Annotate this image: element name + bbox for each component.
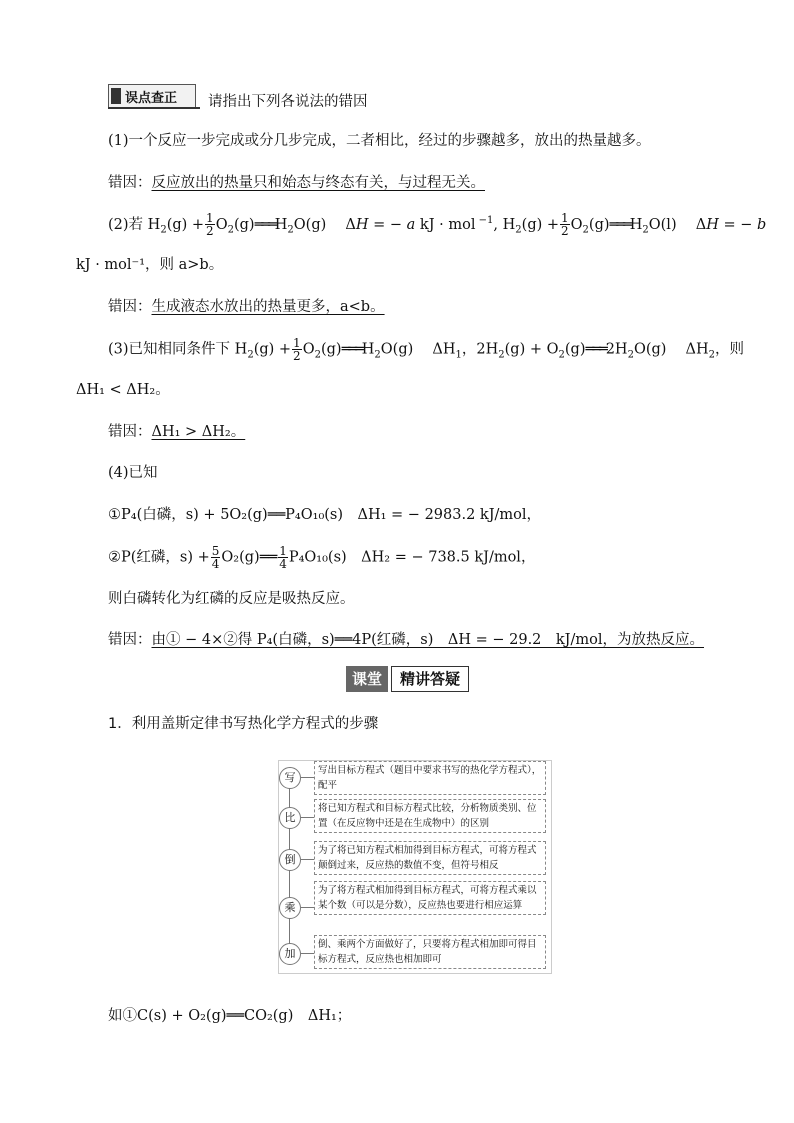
error-1 [108,173,485,193]
badge-square-icon [111,88,121,104]
fraction: $\frac{1}{2}$ [206,211,214,239]
error-label: 错因： [108,632,152,648]
step-box: 为了将方程式相加得到目标方程式，可将方程式乘以某个数（可以是分数），反应热也要进行相应运算 [314,881,546,915]
s2-prefix: (2)若 [108,216,144,233]
error-2-text: 生成液态水放出的热量更多，a<b。 [151,299,385,315]
error-3-text: ΔH₁ > ΔH₂。 [151,424,246,440]
flow-link [301,859,314,860]
eq2-post: P₄O₁₀(s) ΔH₂ = − 738.5 kJ/mol， [288,549,536,566]
step-box: 写出目标方程式（题目中要求书写的热化学方程式），配平 [314,761,546,795]
flow-link [301,907,314,908]
step-node: 乘 [279,897,301,919]
statement-2: (2)若 $H_2(g)$ + $\frac{1}{2}$ $O_2(g)═══H_2O(g)$ ΔH = − a kJ · mol $^{-1}$, $H_2(g)$ + $\frac{1}{2}$ $O_2(g)═══H_2O(l)$ ΔH = − b [108,211,767,239]
flow-link [301,817,314,818]
error-label: 错因： [108,175,152,191]
error-3 [108,422,245,442]
steps-flowchart [278,760,552,974]
statement-4-eq1: ①P₄(白磷，s) + 5O₂(g)══P₄O₁₀(s) ΔH₁ = − 2983.2 kJ/mol， [108,507,542,523]
step-node: 写 [279,767,301,789]
section-title: 精讲答疑 [391,666,469,692]
section-tag: 课堂 [346,666,388,692]
error-4 [108,630,704,650]
error-label: 错因： [108,424,152,440]
statement-3-tail: ΔH₁ < ΔH₂。 [76,382,170,398]
error-4-text: 由① − 4×②得 P₄(白磷，s)══4P(红磷，s) ΔH = − 29.2 kJ/mol，为放热反应。 [151,632,704,648]
statement-3: (3)已知相同条件下 $H_2(g)$ + $\frac{1}{2}$ $O_2(g)═══H_2O(g)$ $\Delta H_1$，$2H_2(g)$ + $O_2(g)═══2H_2O(g)$ $\Delta H_2$，则 [108,336,745,363]
example-line: 如①C(s) + O₂(g)══CO₂(g) ΔH₁； [108,1008,352,1024]
flow-link [301,777,314,778]
section-header [346,666,469,692]
section-badge [108,84,196,108]
eq2-pre: ②P(红磷，s) + [108,549,210,566]
intro-text: 请指出下列各说法的错因 [208,94,368,110]
error-2 [108,297,385,317]
step-box: 将已知方程式和目标方程式比较，分析物质类别、位置（在反应物中还是在生成物中）的区别 [314,799,546,833]
statement-4-conclusion: 则白磷转化为红磷的反应是吸热反应。 [108,591,355,607]
error-1-text: 反应放出的热量只和始态与终态有关，与过程无关。 [151,175,485,191]
step-node: 比 [279,807,301,829]
badge-label: 误点查正 [125,91,178,106]
statement-1: (1)一个反应一步完成或分几步完成，二者相比，经过的步骤越多，放出的热量越多。 [108,133,651,149]
s3-prefix: (3)已知相同条件下 [108,341,231,358]
badge-underline [108,107,200,109]
step-box: 倒、乘两个方面做好了，只要将方程式相加即可得目标方程式，反应热也相加即可 [314,935,546,969]
step-box: 为了将已知方程式相加得到目标方程式，可将方程式颠倒过来，反应热的数值不变，但符号相反 [314,841,546,875]
statement-2-tail: kJ · mol⁻¹，则 a>b。 [76,257,224,273]
statement-4-eq2: ②P(红磷，s) + $\frac{5}{4}$ O₂(g)══ $\frac{1}{4}$ P₄O₁₀(s) ΔH₂ = − 738.5 kJ/mol， [108,544,536,571]
flow-link [301,953,314,954]
eq2-mid: O₂(g)══ [221,549,278,566]
step-node: 加 [279,943,301,965]
statement-4: (4)已知 [108,465,158,481]
heading-1: 1．利用盖斯定律书写热化学方程式的步骤 [108,716,379,732]
error-label: 错因： [108,299,152,315]
step-node: 倒 [279,849,301,871]
